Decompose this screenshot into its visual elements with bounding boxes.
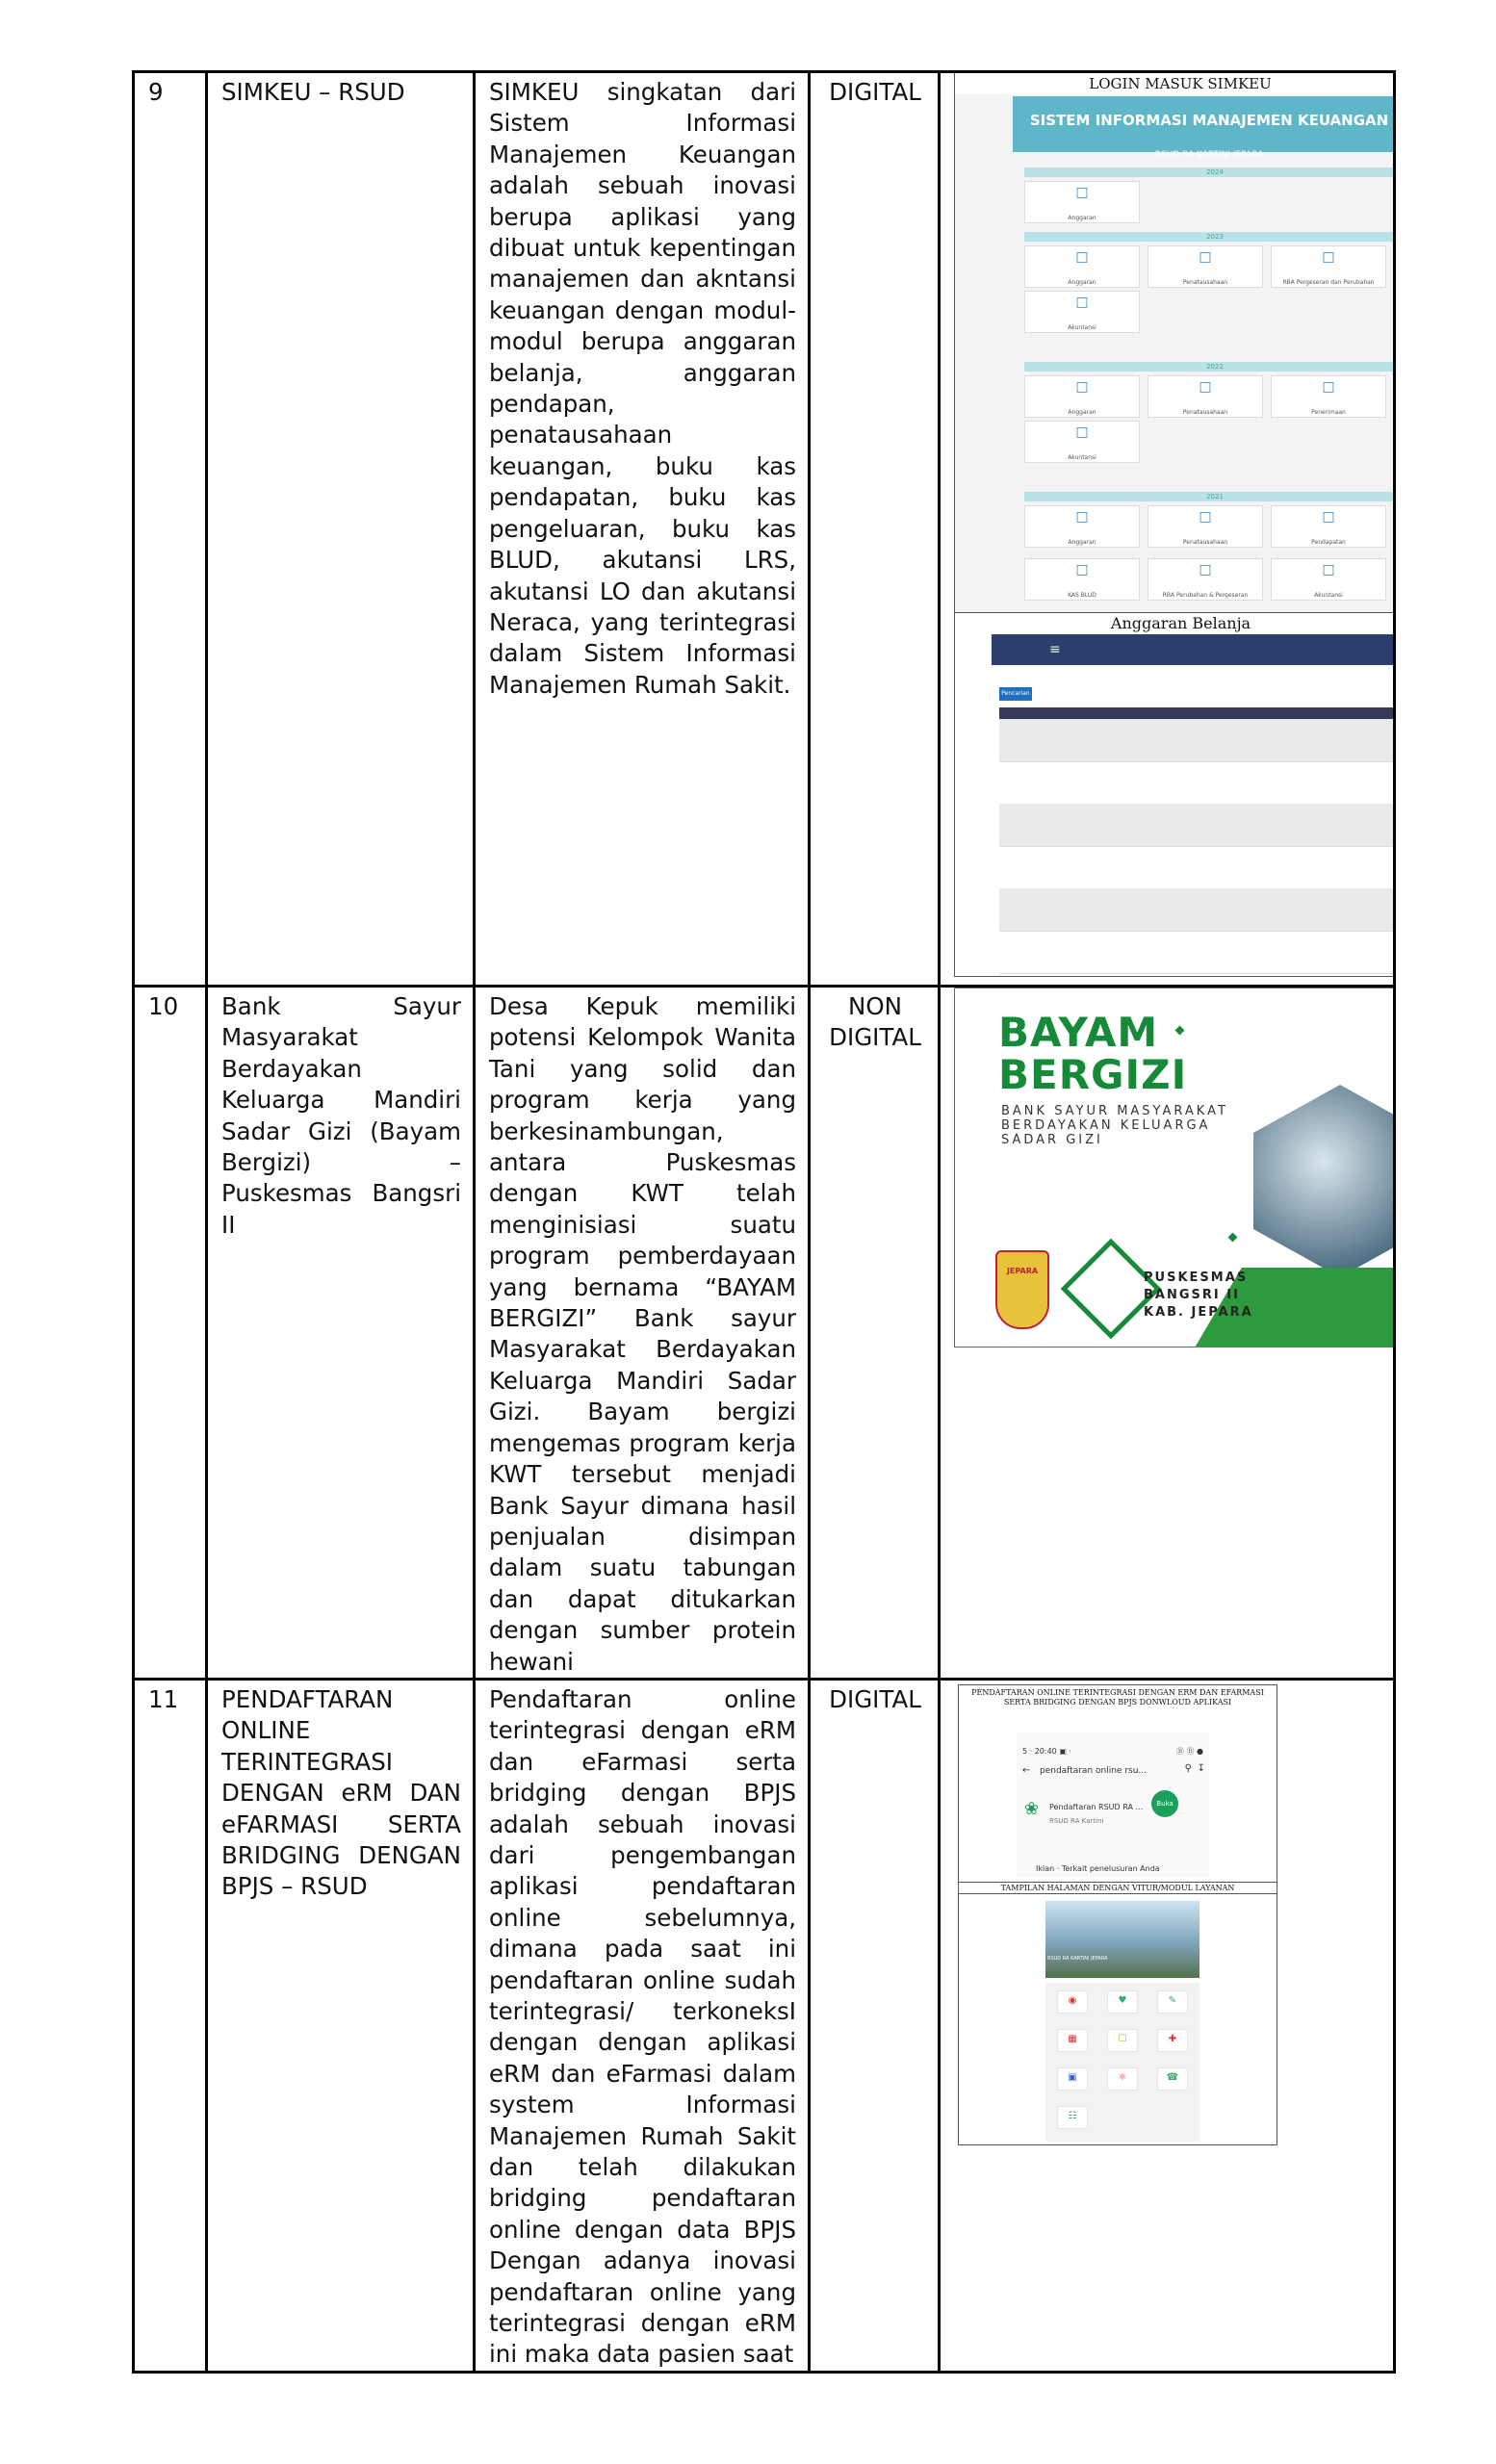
monitor-icon: □ bbox=[1075, 185, 1089, 200]
phone-screen bbox=[1017, 1732, 1209, 1877]
year-label: 2024 bbox=[1024, 167, 1395, 177]
related-label: Iklan · Terkait penelusuran Anda bbox=[1036, 1863, 1160, 1873]
monitor-icon: □ bbox=[1075, 249, 1089, 265]
search-button[interactable]: Pencarian bbox=[999, 687, 1032, 701]
poster-subtitle: BANK SAYUR MASYARAKAT BERDAYAKAN KELUARGA SADAR GIZI bbox=[1001, 1104, 1228, 1147]
app-name: Pendaftaran RSUD RA ... bbox=[1049, 1802, 1144, 1811]
app-developer: RSUD RA Kartini bbox=[1049, 1816, 1104, 1825]
innovation-table bbox=[132, 70, 1396, 2374]
app-title: SISTEM INFORMASI MANAJEMEN KEUANGAN bbox=[1029, 112, 1389, 129]
innovation-name: SIMKEU – RSUD bbox=[207, 72, 475, 987]
pendaftaran-collage bbox=[958, 1684, 1277, 2145]
status-bar: 5 · 20:40 ▣ · bbox=[1022, 1746, 1071, 1756]
module-card[interactable] bbox=[1271, 505, 1386, 548]
service-tile[interactable]: ☷ bbox=[1057, 2106, 1088, 2129]
service-tile[interactable]: ✚ bbox=[1157, 2029, 1188, 2052]
innovation-description: Pendaftaran online terintegrasi dengan eRM dan eFarmasi serta bridging dengan BPJS adalah sebuah inovasi dari pengembangan aplikasi pendaftaran online sebelumnya, dimana pada saat ini pendaftaran online sudah terintegrasi/ terkoneksI dengan dengan aplikasi eRM dan eFarmasi dalam system Informasi Manajemen Rumah Sakit dan telah dilakukan bridging pendaftaran online dengan data BPJS Dengan adanya inovasi pendaftaran online yang terintegrasi dengan eRM ini maka data pasien saat bbox=[475, 1679, 810, 2372]
module-card[interactable] bbox=[1148, 558, 1263, 601]
module-card[interactable] bbox=[1024, 375, 1140, 418]
service-tile[interactable]: ▣ bbox=[1057, 2067, 1088, 2091]
module-label: Akuntansi bbox=[1068, 454, 1096, 461]
app-logo-icon: ❀ bbox=[1024, 1798, 1040, 1819]
jepara-logo: JEPARA bbox=[995, 1250, 1049, 1329]
monitor-icon: □ bbox=[1199, 509, 1212, 525]
poster-title: BAYAM BERGIZI bbox=[998, 1009, 1188, 1098]
innovation-image bbox=[940, 1679, 1395, 2372]
year-label: 2023 bbox=[1024, 232, 1395, 242]
table-row bbox=[999, 931, 1395, 974]
table-row bbox=[999, 888, 1395, 932]
monitor-icon: □ bbox=[1322, 562, 1335, 578]
module-card[interactable] bbox=[1024, 558, 1140, 601]
module-card[interactable] bbox=[1148, 375, 1263, 418]
poster-canvas bbox=[954, 988, 1395, 1348]
monitor-icon: □ bbox=[1322, 509, 1335, 525]
monitor-icon: □ bbox=[1199, 562, 1212, 578]
app-header bbox=[1013, 96, 1395, 161]
monitor-icon: □ bbox=[1075, 424, 1089, 440]
monitor-icon: □ bbox=[1075, 562, 1089, 578]
table-row bbox=[999, 719, 1395, 762]
module-card[interactable] bbox=[1024, 421, 1140, 463]
module-label: Penerimaan bbox=[1311, 409, 1346, 416]
pendaftaran-screenshot bbox=[954, 1684, 1395, 2145]
table-row bbox=[134, 72, 1395, 987]
module-label: Anggaran bbox=[1068, 279, 1096, 286]
back-arrow-icon[interactable]: ← bbox=[1022, 1764, 1031, 1776]
service-tile[interactable]: ☎ bbox=[1157, 2067, 1188, 2091]
innovation-image bbox=[940, 72, 1395, 987]
status-icons: Ⓑ Ⓑ ● bbox=[1175, 1746, 1203, 1756]
simkeu-budget-screen bbox=[954, 634, 1395, 977]
monitor-icon: □ bbox=[1075, 295, 1089, 310]
module-card[interactable] bbox=[1148, 505, 1263, 548]
search-icon[interactable]: ⚲ bbox=[1184, 1762, 1192, 1774]
module-label: Anggaran bbox=[1068, 539, 1096, 546]
image-caption: TAMPILAN HALAMAN DENGAN VITUR/MODUL LAYANAN bbox=[959, 1882, 1277, 1894]
app-subtitle: RSUD RA KARTINI JEPARA bbox=[1154, 150, 1264, 161]
monitor-icon: □ bbox=[1075, 509, 1089, 525]
table-row bbox=[134, 1679, 1395, 2372]
module-label: Penatausahaan bbox=[1182, 409, 1228, 416]
search-query[interactable]: pendaftaran online rsu... bbox=[1040, 1765, 1148, 1776]
innovation-type: NON DIGITAL bbox=[810, 987, 940, 1680]
image-caption: LOGIN MASUK SIMKEU bbox=[955, 73, 1395, 94]
module-label: Akuntansi bbox=[1068, 324, 1096, 331]
bayam-bergizi-poster bbox=[954, 988, 1395, 1348]
hospital-photo bbox=[1045, 1901, 1199, 1978]
service-tile[interactable]: ▦ bbox=[1057, 2029, 1088, 2052]
module-label: RBA Pergeseran dan Perubahan bbox=[1282, 279, 1375, 286]
module-card[interactable] bbox=[1271, 375, 1386, 418]
download-icon[interactable]: ↧ bbox=[1197, 1762, 1205, 1774]
module-label: KAS BLUD bbox=[1068, 592, 1096, 599]
service-tile[interactable]: ◉ bbox=[1057, 1990, 1088, 2014]
monitor-icon: □ bbox=[1322, 379, 1335, 395]
budget-table-body bbox=[955, 719, 1395, 976]
module-card[interactable] bbox=[1024, 291, 1140, 333]
table-row bbox=[134, 987, 1395, 1680]
module-card[interactable] bbox=[1024, 245, 1140, 288]
module-label: Pendapatan bbox=[1311, 539, 1346, 546]
innovation-description: SIMKEU singkatan dari Sistem Informasi Manajemen Keuangan adalah sebuah inovasi berupa aplikasi yang dibuat untuk kepentingan manajemen dan akntansi keuangan dengan modul-modul berupa anggaran belanja, anggaran pendapan, penatausahaan keuangan, buku kas pendapatan, buku kas pengeluaran, buku kas BLUD, akutansi LRS, akutansi LO dan akutansi Neraca, yang terintegrasi dalam Sistem Informasi Manajemen Rumah Sakit. bbox=[475, 72, 810, 987]
row-number: 11 bbox=[134, 1679, 207, 2372]
monitor-icon: □ bbox=[1075, 379, 1089, 395]
simkeu-login-screen bbox=[954, 73, 1395, 613]
module-label: Akuntansi bbox=[1314, 592, 1343, 599]
service-tile[interactable]: ⚛ bbox=[1107, 2067, 1138, 2091]
row-number: 10 bbox=[134, 987, 207, 1680]
year-label: 2021 bbox=[1024, 492, 1395, 501]
module-label: Anggaran bbox=[1068, 215, 1096, 221]
table-row bbox=[999, 804, 1395, 847]
table-header bbox=[999, 707, 1395, 719]
innovation-type: DIGITAL bbox=[810, 1679, 940, 2372]
module-card[interactable] bbox=[1271, 245, 1386, 288]
innovation-name: Bank Sayur Masyarakat Berdayakan Keluarga Mandiri Sadar Gizi (Bayam Bergizi) – Puskesmas Bangsri II bbox=[207, 987, 475, 1680]
service-tile[interactable]: ☐ bbox=[1107, 2029, 1138, 2052]
monitor-icon: □ bbox=[1322, 249, 1335, 265]
module-card[interactable] bbox=[1024, 181, 1140, 223]
module-label: Anggaran bbox=[1068, 409, 1096, 416]
module-label: RBA Perubahan & Pergeseran bbox=[1162, 592, 1249, 599]
service-tile[interactable]: ✎ bbox=[1157, 1990, 1188, 2014]
monitor-icon: □ bbox=[1199, 379, 1212, 395]
innovation-description: Desa Kepuk memiliki potensi Kelompok Wanita Tani yang solid dan program kerja yang berkesinambungan, antara Puskesmas dengan KWT telah menginisiasi suatu program pemberdayaan yang bernama “BAYAM BERGIZI” Bank sayur Masyarakat Berdayakan Keluarga Mandiri Sadar Gizi. Bayam bergizi mengemas program kerja KWT tersebut menjadi Bank Sayur dimana hasil penjualan disimpan dalam suatu tabungan dan dapat ditukarkan dengan sumber protein hewani bbox=[475, 987, 810, 1680]
module-card[interactable] bbox=[1024, 505, 1140, 548]
service-tile[interactable]: ♥ bbox=[1107, 1990, 1138, 2014]
image-caption: PENDAFTARAN ONLINE TERINTEGRASI DENGAN ERM DAN EFARMASI SERTA BRIDGING DENGAN BPJS DONWLOUD APLIKASI bbox=[959, 1684, 1277, 1707]
innovation-name: PENDAFTARAN ONLINE TERINTEGRASI DENGAN eRM DAN eFARMASI SERTA BRIDGING DENGAN BPJS – RSUD bbox=[207, 1679, 475, 2372]
row-number: 9 bbox=[134, 72, 207, 987]
module-card[interactable] bbox=[1271, 558, 1386, 601]
simkeu-screenshot bbox=[954, 73, 1395, 977]
module-label: Penatausahaan bbox=[1182, 539, 1228, 546]
module-label: Penatausahaan bbox=[1182, 279, 1228, 286]
module-card[interactable] bbox=[1148, 245, 1263, 288]
year-label: 2022 bbox=[1024, 362, 1395, 372]
monitor-icon: □ bbox=[1199, 249, 1212, 265]
table-row bbox=[999, 761, 1395, 805]
menu-icon[interactable]: ≡ bbox=[992, 634, 1395, 665]
image-caption: Anggaran Belanja bbox=[954, 613, 1395, 634]
fish-photo bbox=[1253, 1085, 1395, 1277]
open-app-button[interactable]: Buka bbox=[1151, 1790, 1178, 1817]
table-row bbox=[999, 846, 1395, 889]
diamond-decoration bbox=[1228, 1233, 1238, 1243]
service-menu bbox=[1045, 1983, 1199, 2142]
innovation-type: DIGITAL bbox=[810, 72, 940, 987]
innovation-image bbox=[940, 987, 1395, 1680]
app-banner: RSUD RA KARTINI JEPARA bbox=[1047, 1955, 1108, 1962]
organization-name: PUSKESMAS BANGSRI II KAB. JEPARA bbox=[1144, 1270, 1253, 1320]
